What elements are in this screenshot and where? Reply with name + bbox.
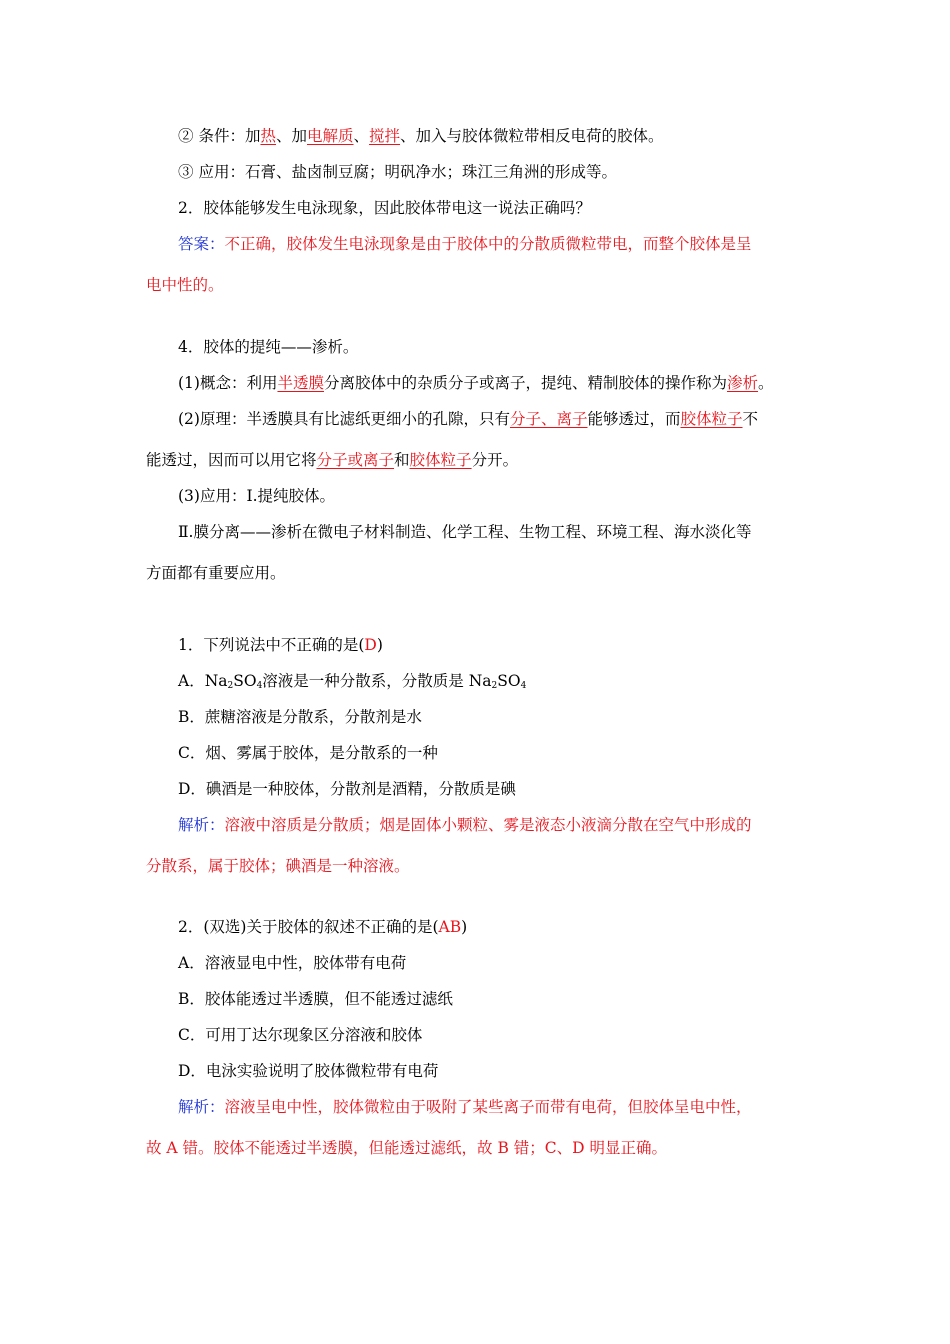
blank-ions-2: 分子或离子 [316,451,395,469]
question-electrophoresis: 2．胶体能够发生电泳现象，因此胶体带电这一说法正确吗？ [178,199,591,217]
condition-line: ② 条件：加热、加电解质、搅拌、加入与胶体微粒带相反电荷的胶体。 [178,127,664,145]
application-line-1: (3)应用：Ⅰ.提纯胶体。 [178,487,336,505]
blank-membrane: 半透膜 [277,374,324,392]
q2-stem: 2．(双选)关于胶体的叙述不正确的是(AB) [178,918,468,936]
blank-colloid-particles: 胶体粒子 [680,410,743,428]
blank-colloid-particles-2: 胶体粒子 [409,451,472,469]
q1-option-a: A．$Na_2SO_4$溶液是一种分散系，分散质是 $Na_2SO_4$ [178,672,527,691]
q2-analysis-line-1: 解析：溶液呈电中性，胶体微粒由于吸附了某些离子而带有电荷，但胶体呈电中性， [178,1098,752,1116]
blank-heat: 热 [260,127,276,145]
answer-line-2: 电中性的。 [146,276,224,294]
q1-stem: 1．下列说法中不正确的是(D) [178,636,383,654]
answer-line-1: 答案：不正确，胶体发生电泳现象是由于胶体中的分散质微粒带电，而整个胶体是呈 [178,235,752,253]
application-line-3: 方面都有重要应用。 [146,564,286,582]
answer-label: 答案： [178,235,225,253]
blank-dialysis: 渗析 [727,374,759,392]
concept-line: (1)概念：利用半透膜分离胶体中的杂质分子或离子，提纯、精制胶体的操作称为渗析。 [178,374,774,392]
application-line: ③ 应用：石膏、盐卤制豆腐；明矾净水；珠江三角洲的形成等。 [178,163,617,181]
q2-analysis-label: 解析： [178,1098,225,1116]
application-line-2: Ⅱ.膜分离——渗析在微电子材料制造、化学工程、生物工程、环境工程、海水淡化等 [178,523,752,541]
q2-option-b: B．胶体能透过半透膜，但不能透过滤纸 [178,990,453,1008]
q1-option-d: D．碘酒是一种胶体，分散剂是酒精，分散质是碘 [178,780,516,798]
principle-line-2: 能透过，因而可以用它将分子或离子和胶体粒子分开。 [146,451,519,469]
q1-option-c: C．烟、雾属于胶体，是分散系的一种 [178,744,438,762]
blank-ions: 分子、离子 [509,410,588,428]
q2-option-c: C．可用丁达尔现象区分溶液和胶体 [178,1026,423,1044]
q2-answer: AB [438,918,462,936]
q1-analysis-line-1: 解析：溶液中溶质是分散质；烟是固体小颗粒、雾是液态小液滴分散在空气中形成的 [178,816,752,834]
q1-option-b: B．蔗糖溶液是分散系，分散剂是水 [178,708,422,726]
blank-stir: 搅拌 [369,127,401,145]
q2-option-d: D．电泳实验说明了胶体微粒带有电荷 [178,1062,439,1080]
blank-electrolyte: 电解质 [307,127,354,145]
section-title-dialysis: 4．胶体的提纯——渗析。 [178,338,359,356]
principle-line-1: (2)原理：半透膜具有比滤纸更细小的孔隙，只有分子、离子能够透过，而胶体粒子不 [178,410,759,428]
q1-analysis-label: 解析： [178,816,225,834]
q2-analysis-line-2: 故 A 错。胶体不能透过半透膜，但能透过滤纸，故 B 错；C、D 明显正确。 [146,1139,668,1157]
q2-option-a: A．溶液显电中性，胶体带有电荷 [178,954,407,972]
q1-answer: D [364,636,377,654]
q1-analysis-line-2: 分散系，属于胶体；碘酒是一种溶液。 [146,857,410,875]
